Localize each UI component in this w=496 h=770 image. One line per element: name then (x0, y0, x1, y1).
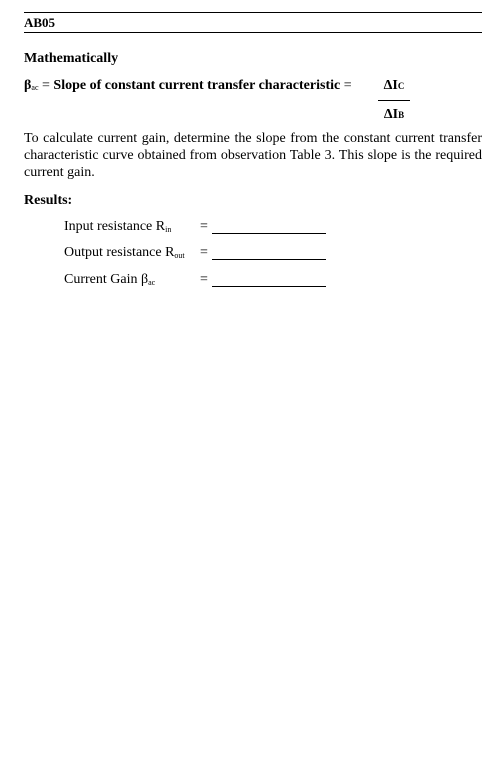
header-bottom-rule (24, 32, 482, 33)
explanation-paragraph: To calculate current gain, determine the slope from the constant current transfer characteristic curve obtained from observation Table 3. This slope is the required current gain. (24, 131, 482, 180)
formula-text: Slope of constant current transfer characteristic (53, 78, 341, 93)
fraction-numerator (378, 77, 410, 97)
formula-fraction (378, 77, 410, 124)
result-label-text: Current Gain β (64, 272, 149, 287)
beta-symbol: β (24, 78, 32, 93)
denominator-text: ΔI (383, 107, 399, 122)
result-equals: = (200, 245, 208, 260)
result-label-text: Input resistance R (64, 219, 166, 234)
result-label (64, 218, 171, 239)
result-label-subscript: ac (148, 278, 156, 287)
result-label-subscript: in (165, 225, 172, 234)
result-equals: = (200, 272, 208, 287)
header-top-rule (24, 12, 482, 13)
formula-line (24, 77, 352, 97)
formula-equals-2: = (340, 78, 352, 93)
result-row-current-gain (64, 271, 334, 291)
beta-subscript: ac (31, 83, 39, 92)
results-title: Results: (24, 193, 73, 208)
numerator-subscript: C (397, 81, 405, 91)
result-label-text: Output resistance R (64, 245, 175, 260)
section-title: Mathematically (24, 51, 119, 66)
result-label (64, 244, 185, 265)
result-row-output-resistance (64, 244, 334, 264)
result-blank-line (212, 233, 326, 234)
result-blank-line (212, 286, 326, 287)
fraction-bar (378, 100, 410, 101)
fraction-denominator (378, 106, 410, 124)
document-code: AB05 (24, 15, 56, 30)
result-label (64, 271, 155, 292)
result-label-subscript: out (174, 251, 185, 260)
result-blank-line (212, 259, 326, 260)
denominator-subscript: B (398, 110, 405, 120)
numerator-text: ΔI (383, 78, 398, 93)
formula-equals: = (38, 78, 54, 93)
result-row-input-resistance (64, 218, 334, 238)
result-equals: = (200, 219, 208, 234)
